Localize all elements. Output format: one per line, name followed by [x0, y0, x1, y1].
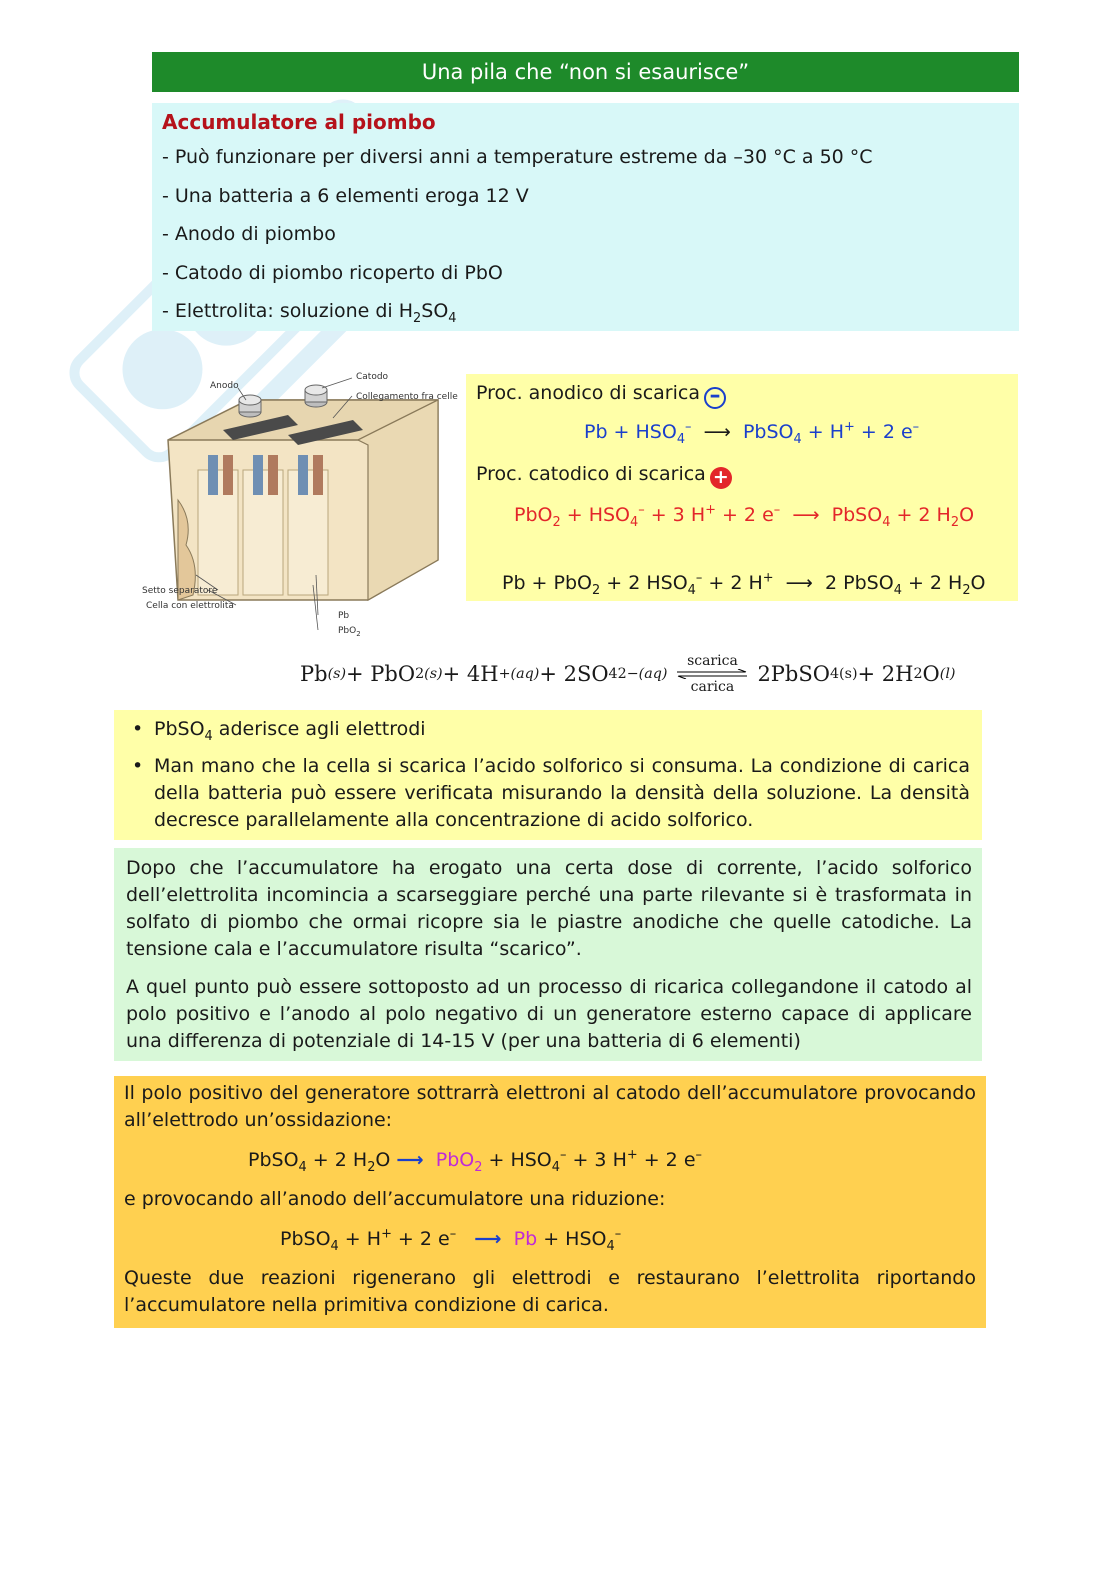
- intro-item: - Una batteria a 6 elementi eroga 12 V: [162, 184, 529, 207]
- battery-illustration: [138, 360, 464, 642]
- note-bullet: • PbSO$_4$ aderisce agli elettrodi: [126, 716, 970, 743]
- label-catodo: Catodo: [356, 372, 389, 382]
- recharge-box: [114, 1076, 986, 1328]
- discharge-reactions-box: [466, 374, 1018, 601]
- explanation-paragraph: Dopo che l’accumulatore ha erogato una certa dose di corrente, l’acido solforico dell’elettrolita incomincia a scarseggiare perché una parte rilevante si è trasformata in solfato di piombo che ormai ricopre sia le piastre anodiche che quelle catodiche. La tensione cala e l’accumulatore risulta “scarico”.: [126, 857, 972, 960]
- label-pb: Pb: [338, 611, 350, 621]
- oxidation-reaction: PbSO$_4$ + 2 $H_2O$ ⟶ $PbO_2 + HSO_4^- + 3$ H+ + 2 e–: [248, 1147, 702, 1175]
- minus-icon: –: [704, 387, 726, 409]
- label-anodo: Anodo: [210, 381, 239, 391]
- page-title: Una pila che “non si esaurisce”: [152, 52, 1019, 92]
- anodic-reaction: $Pb + HSO_4^-$ ⟶ PbSO$_4$ + H+ + 2 e–: [584, 419, 920, 447]
- reduction-reaction: PbSO$_4$ + H+ + 2 e– ⟶ $Pb + HSO_4^-$: [280, 1226, 622, 1254]
- note-bullet: • Man mano che la cella si scarica l’acido solforico si consuma. La condizione di carica della batteria può essere verificata misurando la densità della soluzione. La densità decresce parallelamente alla concentrazione di acido solforico.: [126, 753, 970, 834]
- explanation-paragraph: A quel punto può essere sottoposto ad un processo di ricarica collegandone il catodo al polo positivo e l’anodo al polo negativo di un generatore esterno capace di applicare una differenza di potenziale di 14-15 V (per una batteria di 6 elementi): [126, 976, 972, 1052]
- intro-item: - Anodo di piombo: [162, 223, 336, 245]
- total-reaction: Pb + PbO$_2$ + 2 $HSO_4^- + 2$ H+ ⟶ 2 PbSO$_4$ + 2 $H_2O$: [502, 570, 986, 598]
- label-collegamento: Collegamento fra celle: [356, 392, 458, 402]
- cathodic-reaction: $PbO_2 + HSO_4^- + 3$ H+ + 2 e– ⟶ PbSO$_4$ + 2 $H_2O$: [514, 502, 975, 530]
- intro-box: [152, 103, 1019, 331]
- label-cella: Cella con elettrolita: [146, 601, 234, 611]
- overall-equation: Pb (s) + PbO 2(s) + 4H + (aq) + 2SO 4 2− (aq) scarica carica 2PbSO 4(s) + 2H 2 O (l): [300, 653, 956, 695]
- label-pbo2: PbO$_2$: [338, 626, 361, 638]
- label-setto: Setto separatore: [142, 586, 218, 596]
- notes-box: [114, 710, 982, 840]
- intro-item: - Catodo di piombo ricoperto di PbO: [162, 261, 503, 284]
- plus-icon: +: [710, 467, 732, 489]
- equilibrium-arrows: scarica carica: [675, 654, 749, 694]
- recharge-paragraph: Queste due reazioni rigenerano gli elettrodi e restaurano l’elettrolita riportando l’accumulatore nella primitiva condizione di carica.: [124, 1267, 976, 1316]
- recharge-paragraph: Il polo positivo del generatore sottrarrà elettroni al catodo dell’accumulatore provocando all’elettrodo un’ossidazione:: [124, 1082, 976, 1131]
- intro-item: - Può funzionare per diversi anni a temperature estreme da –30 °C a 50 °C: [162, 146, 873, 168]
- intro-heading: Accumulatore al piombo: [162, 110, 436, 134]
- explanation-box: [114, 848, 982, 1061]
- anodic-label: Proc. anodico di scarica –: [476, 382, 726, 409]
- intro-item: - Elettrolita: soluzione di $H_2SO_4$: [162, 300, 457, 326]
- cathodic-label: Proc. catodico di scarica +: [476, 463, 732, 489]
- recharge-paragraph: e provocando all’anodo dell’accumulatore una riduzione:: [124, 1188, 666, 1210]
